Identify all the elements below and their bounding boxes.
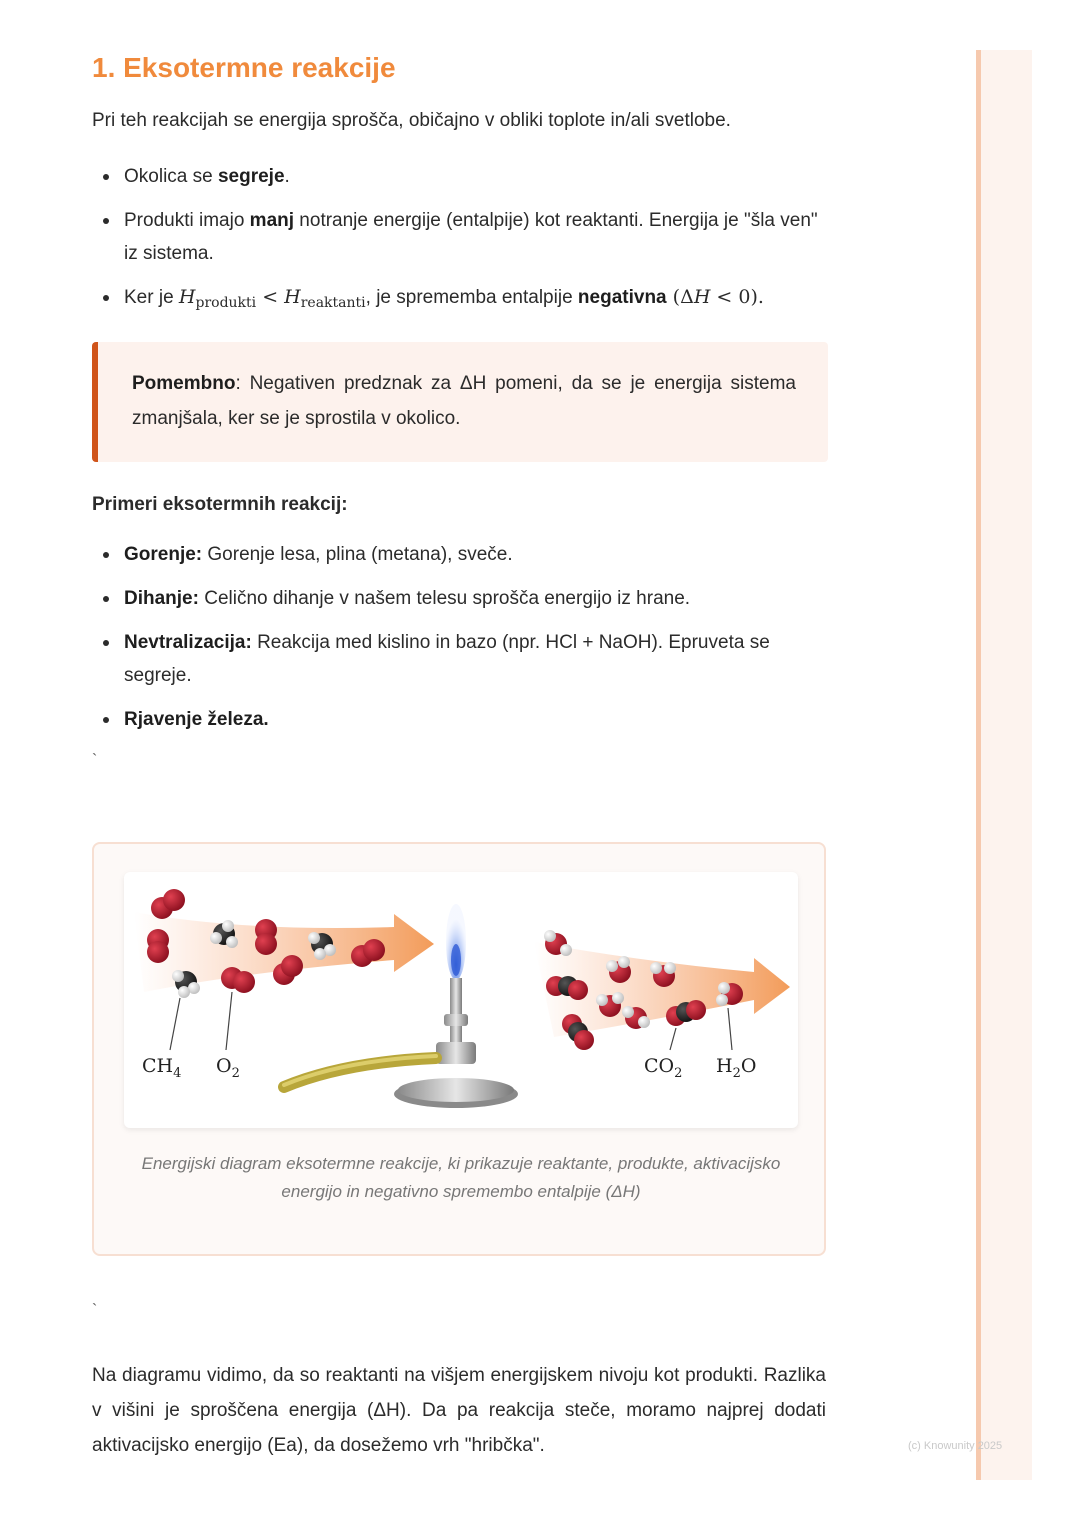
footer-copyright: (c) Knowunity 2025 — [908, 1440, 1003, 1452]
list-item: Rjavenje železa. — [92, 703, 828, 736]
reaction-figure — [92, 842, 826, 1256]
label-h2o: $H_2O$ — [716, 1055, 757, 1081]
important-callout — [92, 342, 828, 462]
list-item: Nevtralizacija: Reakcija med kislino in bazo (npr. HCl + NaOH). Epruveta se segreje. — [92, 626, 828, 692]
bold-text: segreje — [217, 166, 285, 187]
list-item: Dihanje: Celično dihanje v našem telesu sprošča energijo iz hrane. — [92, 582, 828, 615]
page-content — [92, 52, 828, 772]
label-co2: $CO_2$ — [644, 1055, 683, 1081]
math-inequality: $H_{produkti} < H_{reaktanti}$ — [178, 286, 366, 311]
page-title: 1. Eksotermne reakcije — [92, 52, 396, 83]
callout-label: Pomembno — [132, 373, 236, 394]
intro-paragraph: Pri teh reakcijah se energija sprošča, običajno v obliki toplote in/ali svetlobe. — [92, 110, 731, 131]
margin-line — [976, 50, 981, 1480]
list-item — [92, 281, 828, 320]
text: . — [284, 166, 290, 187]
callout-text: : Negativen predznak za ΔH pomeni, da se je energija sistema zmanjšala, ker se je sprostila v okolico. — [132, 373, 796, 429]
text: Ker je — [124, 287, 179, 308]
final-paragraph: Na diagramu vidimo, da so reaktanti na višjem energijskem nivoju kot produkti. Razlika v višini je sproščena energija (ΔH). Da pa reakcija steče, moramo najprej dodati aktivacijsko energijo (Ea), da dosežemo vrh "hribčka". — [92, 1365, 826, 1456]
text: Okolica se — [124, 166, 218, 187]
stray-backtick: ` — [92, 1302, 98, 1319]
examples-list — [92, 538, 828, 736]
list-item — [92, 160, 828, 193]
math-delta-h: (ΔH < 0). — [666, 286, 764, 308]
figure-caption: Energijski diagram eksotermne reakcije, ki prikazuje reaktante, produkte, aktivacijsko energijo in negativno spremembo entalpije (ΔH) — [141, 1154, 781, 1201]
examples-heading: Primeri eksotermnih reakcij: — [92, 494, 348, 515]
right-margin-band — [976, 50, 1032, 1480]
label-ch4: $CH_4$ — [142, 1055, 182, 1081]
combustion-illustration — [124, 872, 798, 1128]
text: Produkti imajo — [124, 210, 250, 231]
label-o2: $O_2$ — [216, 1055, 240, 1081]
property-list — [92, 160, 828, 320]
stray-backtick: ` — [92, 752, 98, 769]
text: notranje energije (entalpije) kot reaktanti. Energija je "šla ven" iz sistema. — [124, 210, 818, 264]
list-item: Gorenje: Gorenje lesa, plina (metana), sveče. — [92, 538, 828, 571]
text: , je sprememba entalpije — [365, 287, 578, 308]
list-item — [92, 204, 828, 270]
bold-text: negativna — [577, 287, 667, 308]
bold-text: manj — [249, 210, 295, 231]
combustion-svg — [124, 872, 798, 1128]
